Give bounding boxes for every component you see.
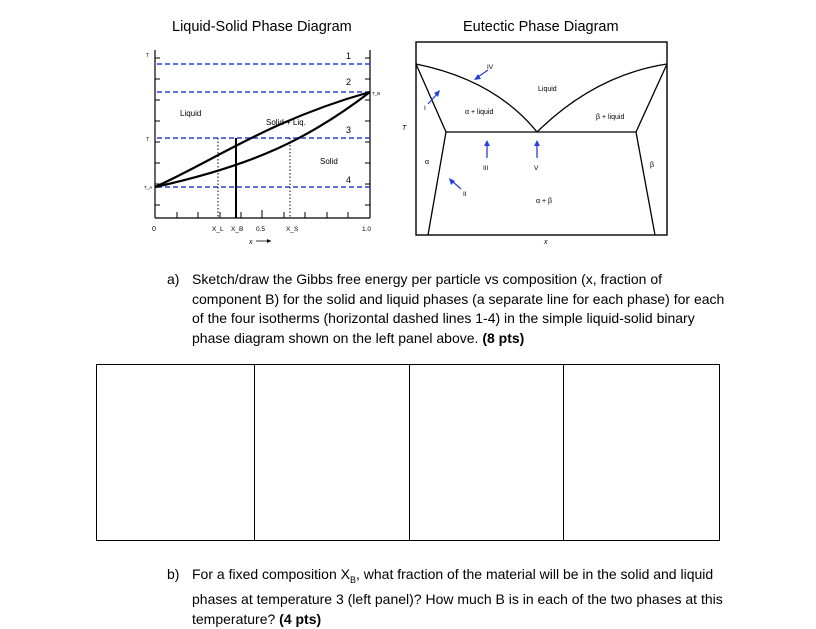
question-a-text: Sketch/draw the Gibbs free energy per particle vs composition (x, fraction of component B) for the solid and liquid phases (a separate line for each phase) for each of the four isotherms (horizontal dashed lines 1-4) in the simple liquid-solid binary phase diagram shown on the left panel above. bbox=[192, 271, 725, 346]
question-b-label: b) bbox=[167, 566, 180, 582]
answer-box-isotherm-3[interactable] bbox=[409, 364, 564, 541]
x-axis-xb: X_B bbox=[231, 226, 244, 233]
arrow-label-I: I bbox=[424, 105, 426, 112]
solvus-beta bbox=[636, 132, 655, 235]
question-b-points: (4 pts) bbox=[279, 610, 322, 627]
x-axis-mid: 0.5 bbox=[256, 226, 266, 233]
eutectic-x-axis-symbol: x bbox=[544, 239, 548, 246]
y-axis-symbol: T bbox=[146, 53, 150, 59]
x-axis-one: 1.0 bbox=[362, 226, 372, 233]
liquidus-beta bbox=[537, 64, 667, 132]
region-label-alpha-beta: α + β bbox=[536, 198, 553, 205]
isotherm-label-2: 2 bbox=[346, 77, 352, 87]
solvus-alpha bbox=[428, 132, 446, 235]
arrow-I bbox=[428, 90, 440, 104]
arrow-V bbox=[534, 140, 540, 158]
isotherm-label-4: 4 bbox=[346, 175, 352, 185]
region-label-alpha: α bbox=[425, 159, 430, 166]
x-axis-zero: 0 bbox=[152, 226, 156, 233]
question-b-text-before: For a fixed composition X bbox=[192, 566, 350, 582]
right-panel-title: Eutectic Phase Diagram bbox=[463, 19, 619, 35]
answer-box-isotherm-4[interactable] bbox=[563, 364, 720, 541]
eutectic-y-axis-symbol: T bbox=[402, 125, 407, 132]
x-axis-xl: X_L bbox=[212, 226, 224, 233]
region-label-alpha-liquid: α + liquid bbox=[465, 109, 494, 116]
question-a-body bbox=[192, 270, 732, 348]
question-a-points: (8 pts) bbox=[482, 329, 525, 346]
answer-box-isotherm-1[interactable] bbox=[96, 364, 255, 541]
left-panel-title: Liquid-Solid Phase Diagram bbox=[172, 19, 352, 35]
x-axis-xs: X_S bbox=[286, 226, 299, 233]
solidus-beta bbox=[636, 64, 667, 132]
y-axis-tb: T_B bbox=[372, 91, 381, 96]
question-a bbox=[167, 270, 737, 350]
region-label-solid: Solid bbox=[320, 157, 338, 166]
region-label-beta-liquid: β + liquid bbox=[596, 114, 625, 121]
arrow-label-III: III bbox=[483, 165, 489, 172]
question-b-body bbox=[192, 565, 732, 629]
arrow-IV bbox=[474, 70, 488, 80]
isotherm-label-1: 1 bbox=[346, 51, 352, 61]
x-axis-symbol: x bbox=[249, 239, 253, 246]
region-label-liquid: Liquid bbox=[538, 86, 557, 93]
isotherm-label-3: 3 bbox=[346, 125, 352, 135]
y-axis-ta: T_A bbox=[144, 185, 153, 190]
region-label-liquid: Liquid bbox=[180, 109, 202, 118]
solidus-alpha bbox=[416, 64, 446, 132]
eutectic-frame bbox=[416, 42, 667, 235]
question-a-label: a) bbox=[167, 271, 180, 287]
question-b bbox=[167, 565, 737, 625]
arrow-II bbox=[449, 178, 461, 189]
question-b-subscript: B bbox=[349, 574, 356, 585]
arrow-label-II: II bbox=[463, 191, 467, 198]
arrow-label-IV: IV bbox=[487, 64, 494, 71]
arrow-label-V: V bbox=[534, 165, 539, 172]
region-label-solid-liquid: Solid + Liq. bbox=[266, 118, 306, 127]
question-b-text-after: , what fraction of the material will be in the solid and liquid phases at temperature 3 (left panel)? How much B is in each of the two phases at this temperature? bbox=[192, 566, 723, 627]
arrow-III bbox=[484, 140, 490, 158]
answer-box-isotherm-2[interactable] bbox=[254, 364, 410, 541]
y-axis-t-marker: T bbox=[146, 137, 150, 143]
region-label-beta: β bbox=[650, 162, 655, 169]
